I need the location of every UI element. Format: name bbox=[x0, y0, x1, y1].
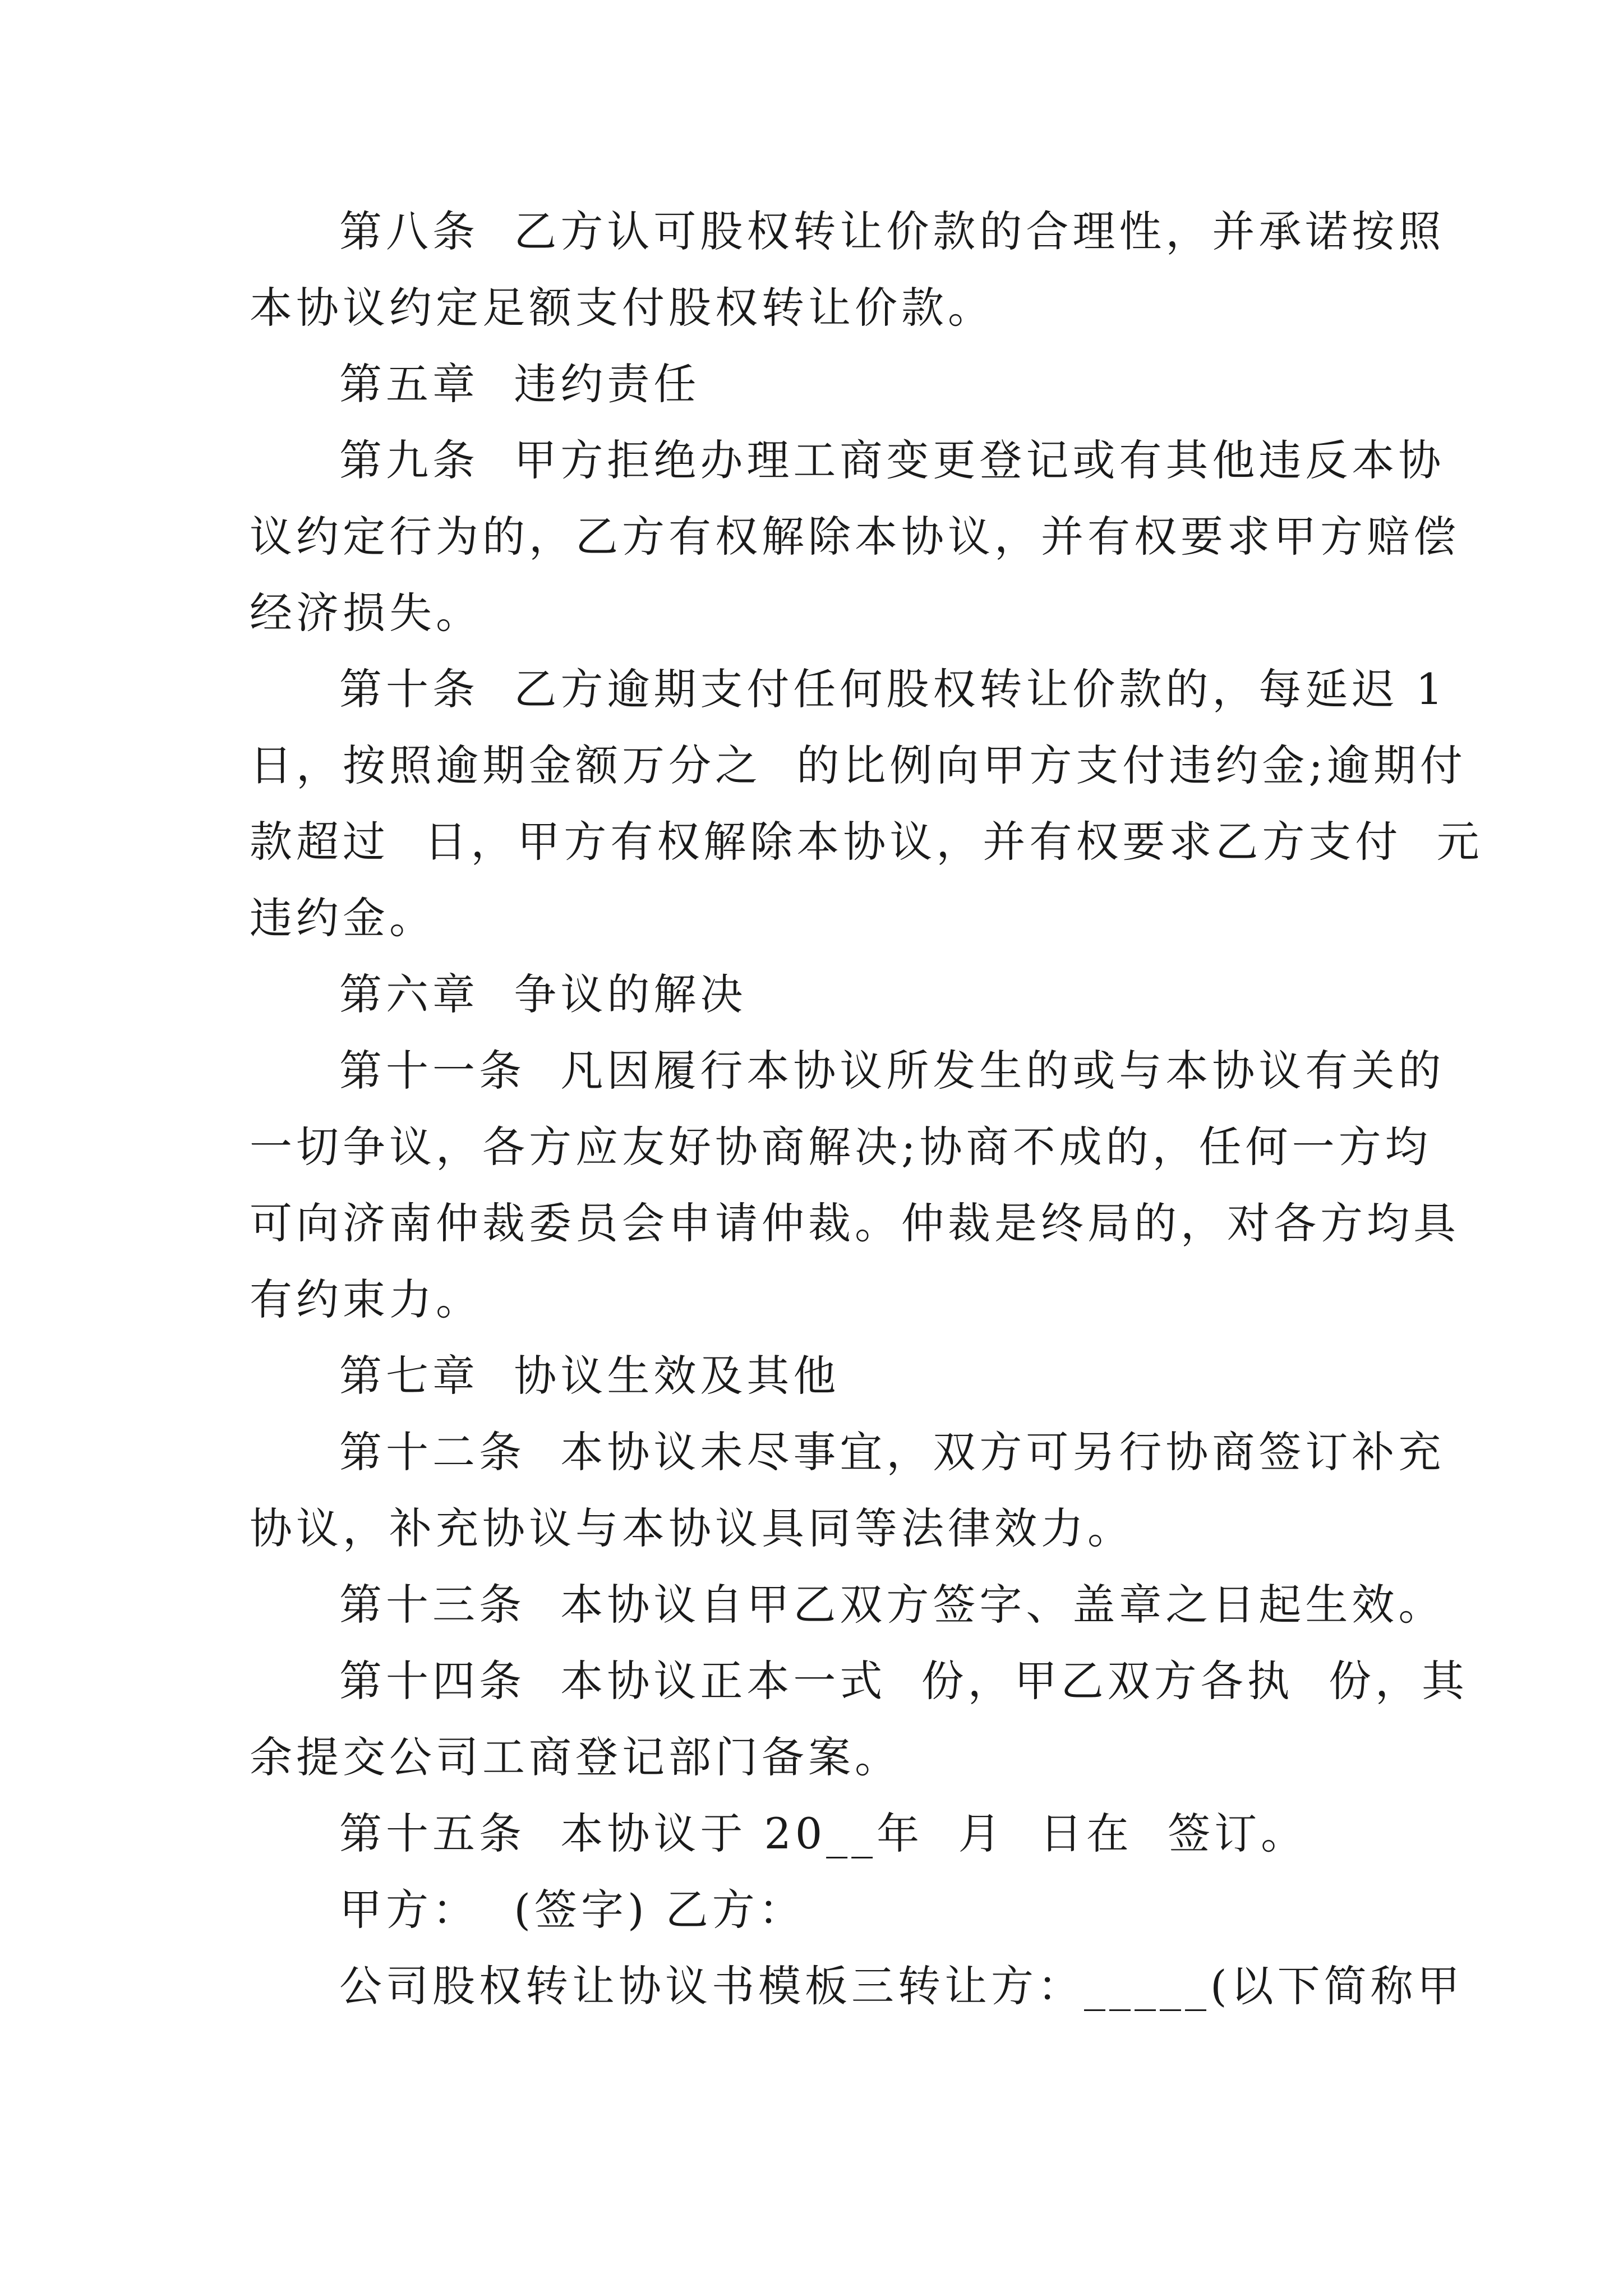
article-12-paragraph bbox=[250, 1414, 1445, 1567]
text-line: 协议，补充协议与本协议具同等法律效力。 bbox=[250, 1503, 1134, 1553]
article-10-paragraph bbox=[250, 651, 1483, 956]
text-line: 第十二条 本协议未尽事宜，双方可另行协商签订补充 bbox=[339, 1427, 1445, 1477]
article-9-paragraph bbox=[250, 422, 1460, 651]
chapter-5-heading bbox=[250, 346, 1388, 422]
text-line: 日，按照逾期金额万分之 的比例向甲方支付违约金;逾期付 bbox=[250, 740, 1467, 790]
text-line: 本协议约定足额支付股权转让价款。 bbox=[250, 283, 994, 333]
text-line: 可向济南仲裁委员会申请仲裁。仲裁是终局的，对各方均具 bbox=[250, 1198, 1460, 1248]
text-line: 第十条 乙方逾期支付任何股权转让价款的，每延迟 1 bbox=[339, 664, 1447, 714]
document-page bbox=[250, 194, 1483, 2024]
article-11-paragraph bbox=[250, 1033, 1460, 1338]
article-15-paragraph bbox=[250, 1796, 1388, 1872]
text-line: 第十三条 本协议自甲乙双方签字、盖章之日起生效。 bbox=[339, 1580, 1445, 1630]
text-line: 余提交公司工商登记部门备案。 bbox=[250, 1732, 901, 1782]
text-line: 第六章 争议的解决 bbox=[339, 969, 747, 1019]
article-8-paragraph bbox=[250, 194, 1445, 346]
text-line: 第十一条 凡因履行本协议所发生的或与本协议有关的 bbox=[339, 1046, 1445, 1096]
text-line: 第十五条 本协议于 20__年 月 日在 签订。 bbox=[339, 1809, 1308, 1858]
article-14-paragraph bbox=[250, 1643, 1468, 1796]
text-line: 一切争议，各方应友好协商解决;协商不成的，任何一方均 bbox=[250, 1122, 1432, 1172]
text-line: 有约束力。 bbox=[250, 1274, 482, 1324]
text-line: 第九条 甲方拒绝办理工商变更登记或有其他违反本协 bbox=[339, 435, 1445, 485]
text-line: 经济损失。 bbox=[250, 588, 482, 638]
text-line: 甲方： (签字) 乙方： bbox=[339, 1885, 805, 1935]
text-line: 公司股权转让协议书模板三转让方：_____(以下简称甲 bbox=[339, 1961, 1464, 2011]
chapter-7-heading bbox=[250, 1338, 1388, 1414]
signature-line bbox=[250, 1872, 1388, 1948]
text-line: 第七章 协议生效及其他 bbox=[339, 1351, 840, 1401]
text-line: 议约定行为的，乙方有权解除本协议，并有权要求甲方赔偿 bbox=[250, 512, 1460, 562]
article-13-paragraph bbox=[250, 1567, 1445, 1643]
text-line: 第十四条 本协议正本一式 份，甲乙双方各执 份，其 bbox=[339, 1656, 1468, 1706]
text-line: 违约金。 bbox=[250, 893, 436, 943]
text-line: 第五章 违约责任 bbox=[339, 359, 700, 409]
chapter-6-heading bbox=[250, 956, 1388, 1033]
text-line: 第八条 乙方认可股权转让价款的合理性，并承诺按照 bbox=[339, 206, 1445, 256]
text-line: 款超过 日，甲方有权解除本协议，并有权要求乙方支付 元 bbox=[250, 817, 1483, 867]
template-3-heading bbox=[250, 1948, 1464, 2024]
